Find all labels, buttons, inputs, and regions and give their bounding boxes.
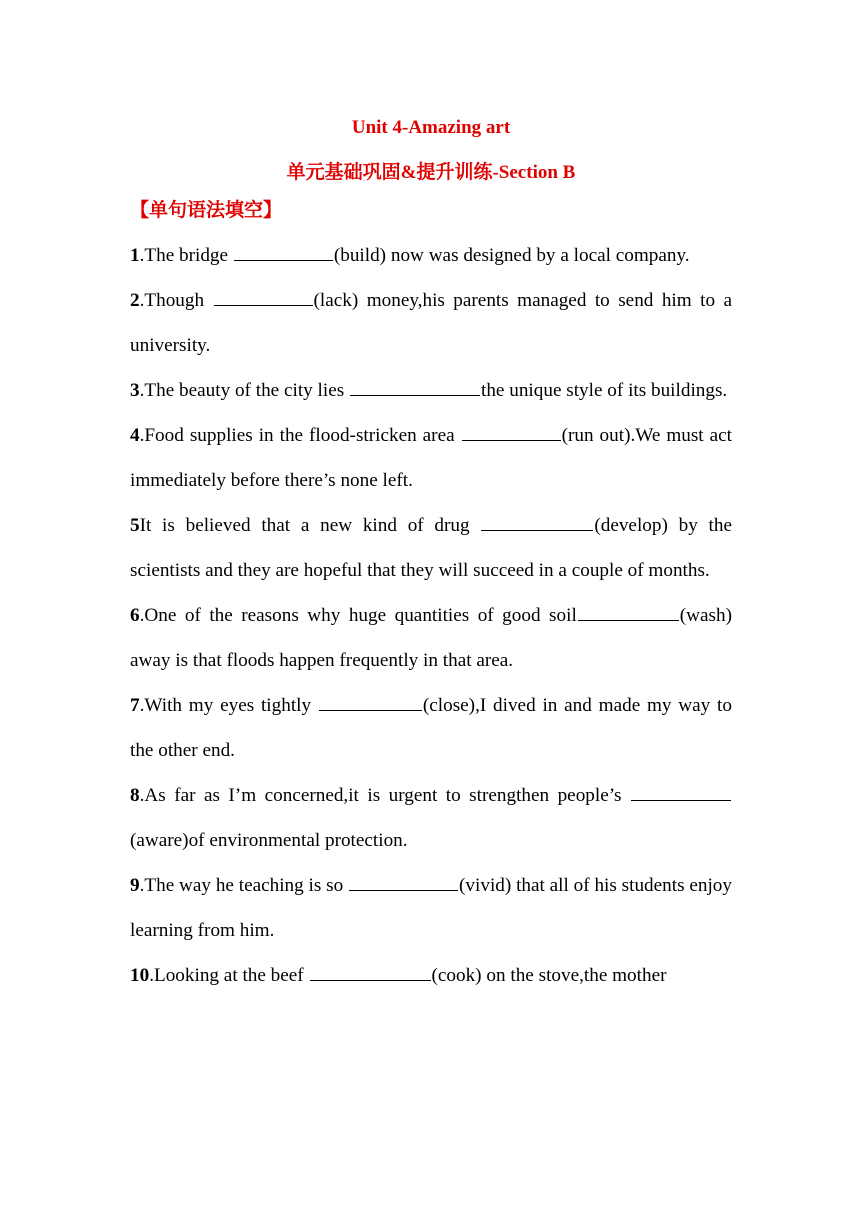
question-text-after: (cook) on the stove,the mother xyxy=(431,965,667,986)
answer-blank[interactable] xyxy=(578,602,679,621)
question-text-after: (wash) away is that floods happen frequently in that area. xyxy=(130,605,732,671)
question-item xyxy=(130,233,732,278)
question-text-after: (build) now was designed by a local company. xyxy=(333,245,690,266)
unit-title: Unit 4-Amazing art xyxy=(351,117,511,138)
question-item xyxy=(130,953,732,998)
question-number: 3 xyxy=(130,380,140,401)
question-number: 2 xyxy=(130,290,140,311)
question-number: 7 xyxy=(130,695,140,716)
question-number: 4 xyxy=(130,425,140,446)
document-page xyxy=(130,112,732,998)
question-item xyxy=(130,503,732,593)
answer-blank[interactable] xyxy=(234,242,333,261)
question-text-after: (vivid) that all of his students enjoy learning from him. xyxy=(130,875,732,941)
question-text-after: (lack) money,his parents managed to send him to a university. xyxy=(130,290,732,356)
question-item xyxy=(130,593,732,683)
answer-blank[interactable] xyxy=(481,512,593,531)
question-number: 6 xyxy=(130,605,140,626)
question-text-before: .The beauty of the city lies xyxy=(139,380,349,401)
question-item xyxy=(130,413,732,503)
question-item xyxy=(130,683,732,773)
question-text-before: .As far as I’m concerned,it is urgent to strengthen people’s xyxy=(139,785,630,806)
question-number: 5 xyxy=(130,515,140,536)
question-number: 1 xyxy=(130,245,140,266)
question-text-after: (run out).We must act immediately before there’s none left. xyxy=(130,425,732,491)
question-number: 10 xyxy=(130,965,150,986)
question-text-before: .Looking at the beef xyxy=(149,965,309,986)
question-text-after: (develop) by the scientists and they are hopeful that they will succeed in a couple of months. xyxy=(130,515,732,581)
exercise-heading xyxy=(130,188,732,233)
question-text-before: .The way he teaching is so xyxy=(139,875,349,896)
answer-blank[interactable] xyxy=(350,377,480,396)
answer-blank[interactable] xyxy=(462,422,561,441)
answer-blank[interactable] xyxy=(214,287,313,306)
answer-blank[interactable] xyxy=(349,872,458,891)
question-text-before: It is believed that a new kind of drug xyxy=(139,515,481,536)
question-item xyxy=(130,278,732,368)
question-text-before: .Though xyxy=(139,290,213,311)
question-text-before: .Food supplies in the flood-stricken area xyxy=(139,425,461,446)
question-item xyxy=(130,368,732,413)
question-item xyxy=(130,863,732,953)
question-text-before: .The bridge xyxy=(139,245,233,266)
question-text-before: .One of the reasons why huge quantities of good soil xyxy=(139,605,577,626)
answer-blank[interactable] xyxy=(631,782,731,801)
question-text-after: (close),I dived in and made my way to the other end. xyxy=(130,695,732,761)
answer-blank[interactable] xyxy=(319,692,422,711)
question-number: 9 xyxy=(130,875,140,896)
question-number: 8 xyxy=(130,785,140,806)
section-title: 单元基础巩固&提升训练-Section B xyxy=(286,162,576,183)
question-text-after: the unique style of its buildings. xyxy=(481,380,728,401)
question-text-after: (aware)of environmental protection. xyxy=(130,830,408,851)
answer-blank[interactable] xyxy=(310,962,431,981)
question-text-before: .With my eyes tightly xyxy=(139,695,318,716)
exercise-heading-text: 【单句语法填空】 xyxy=(130,199,283,221)
question-item xyxy=(130,773,732,863)
